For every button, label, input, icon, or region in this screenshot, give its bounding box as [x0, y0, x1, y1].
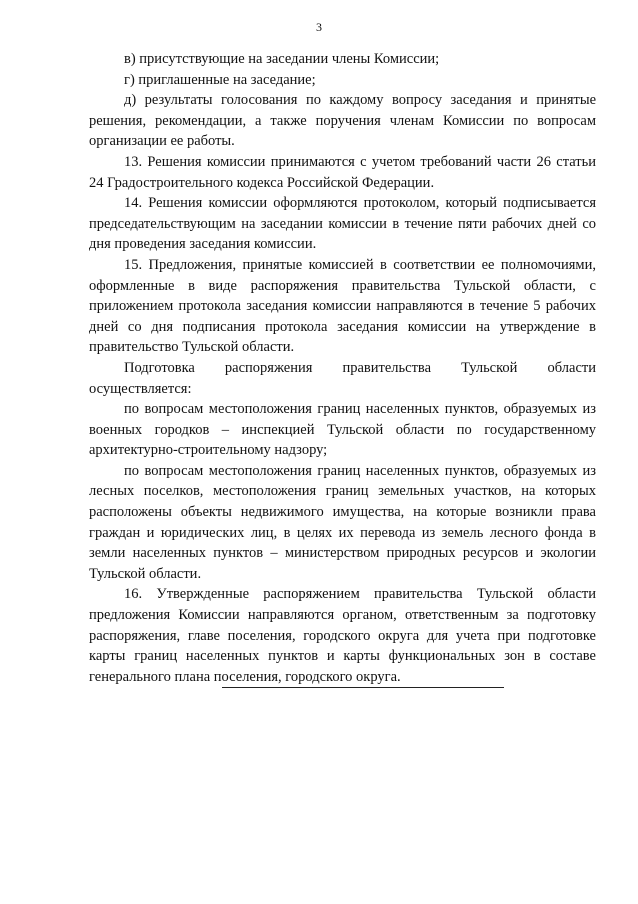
page-number: 3	[316, 20, 322, 34]
paragraph-preparation-intro: Подготовка распоряжения правительства Тульской области осуществляется:	[89, 359, 596, 397]
closing-divider-line	[222, 687, 504, 688]
paragraph-14: 14. Решения комиссии оформляются протоколом, который подписывается председательствующим на заседании комиссии в течение пяти рабочих дней со дня проведения заседания комиссии.	[89, 195, 596, 253]
document-body	[89, 49, 596, 687]
paragraph-item-v: в) присутствующие на заседании члены Комиссии;	[124, 51, 440, 67]
paragraph-forest-settlements: по вопросам местоположения границ населенных пунктов, образуемых из лесных поселков, местоположения границ земельных участков, на которых расположены объекты недвижимого имущества, на которые возникли права граждан и юридических лиц, в целях их перевода из земель лесного фонда в земли населенных пунктов – министерством природных ресурсов и экологии Тульской области.	[89, 462, 596, 582]
paragraph-15: 15. Предложения, принятые комиссией в соответствии ее полномочиями, оформленные в виде распоряжения правительства Тульской области, с приложением протокола заседания комиссии направляются в течение 5 рабочих дней со дня подписания протокола заседания комиссии на утверждение в правительство Тульской области.	[89, 256, 596, 356]
paragraph-item-g: г) приглашенные на заседание;	[124, 71, 316, 88]
paragraph-16: 16. Утвержденные распоряжением правительства Тульской области предложения Комиссии направляются органом, ответственным за подготовку распоряжения, главе поселения, городского округа для учета при подготовке карты границ населенных пунктов и карты функциональных зон в составе генерального плана поселения, городского округа.	[89, 586, 596, 685]
paragraph-item-d: д) результаты голосования по каждому вопросу заседания и принятые решения, рекомендации, а также поручения членам Комиссии по вопросам организации ее работы.	[89, 92, 596, 150]
paragraph-13: 13. Решения комиссии принимаются с учетом требований части 26 статьи 24 Градостроительного кодекса Российской Федерации.	[89, 153, 596, 191]
paragraph-military-towns: по вопросам местоположения границ населенных пунктов, образуемых из военных городков – инспекцией Тульской области по государственному архитектурно-строительному надзору;	[89, 401, 596, 459]
